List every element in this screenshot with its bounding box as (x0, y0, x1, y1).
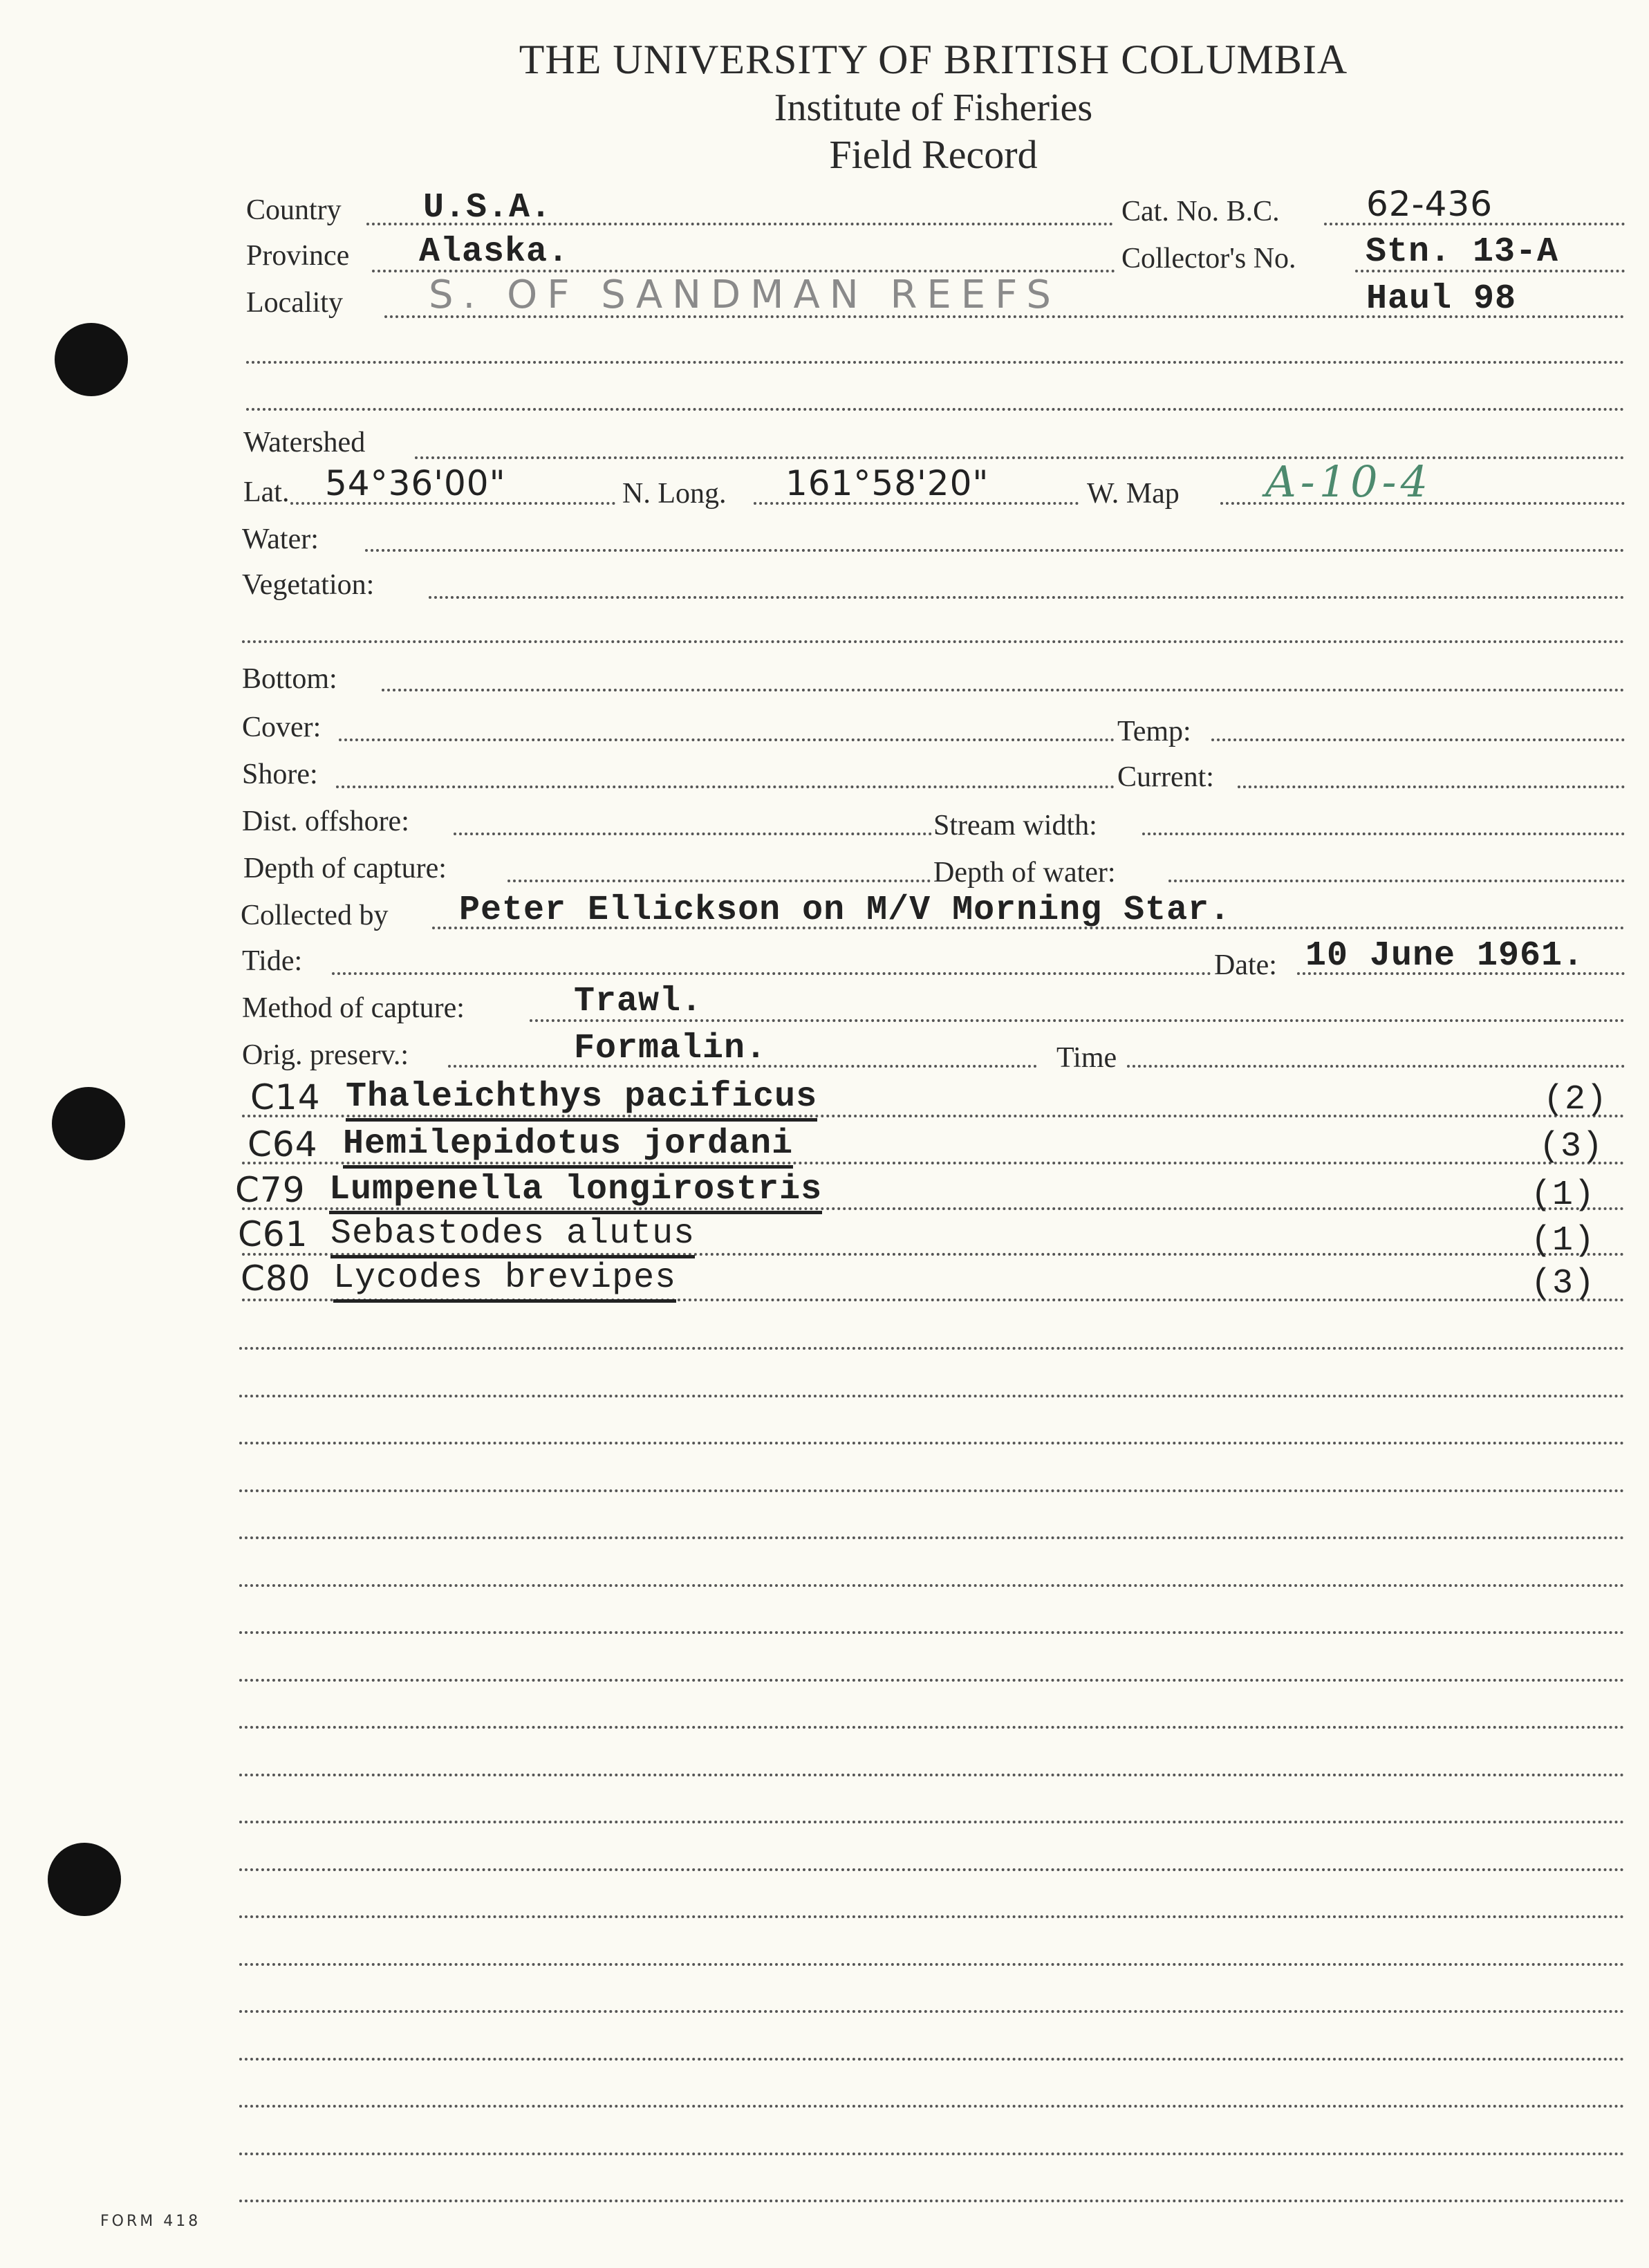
species-count: (2) (1543, 1080, 1608, 1119)
cover-line (339, 738, 1115, 741)
species-count: (1) (1531, 1175, 1596, 1215)
country-value: U.S.A. (423, 188, 552, 227)
temp-label: Temp: (1117, 716, 1191, 747)
current-line (1238, 786, 1625, 788)
tide-line (332, 972, 1211, 975)
stream-width-line (1142, 833, 1625, 835)
species-count: (1) (1531, 1221, 1596, 1261)
blank-line (246, 361, 1625, 364)
collected-by-label: Collected by (241, 900, 389, 931)
blank-ruled-line (239, 2105, 1625, 2108)
university-title: THE UNIVERSITY OF BRITISH COLUMBIA (519, 37, 1348, 82)
time-line (1127, 1065, 1625, 1068)
cat-no-label: Cat. No. B.C. (1121, 196, 1280, 227)
blank-ruled-line (239, 1915, 1625, 1918)
species-code: C14 (250, 1077, 321, 1117)
blank-line (246, 408, 1625, 411)
species-code: C79 (235, 1170, 306, 1210)
bottom-label: Bottom: (242, 663, 337, 695)
species-count: (3) (1539, 1127, 1604, 1166)
stream-width-label: Stream width: (933, 810, 1097, 842)
temp-line (1211, 738, 1625, 741)
bottom-line (382, 689, 1625, 691)
record-title: Field Record (829, 132, 1038, 177)
locality-label: Locality (246, 287, 343, 319)
blank-ruled-line (239, 1584, 1625, 1587)
lat-value: 54°36'00" (325, 463, 506, 503)
species-code: C80 (241, 1258, 311, 1299)
blank-ruled-line (239, 1442, 1625, 1444)
blank-ruled-line (239, 1395, 1625, 1397)
tide-label: Tide: (242, 945, 303, 977)
dist-offshore-line (454, 833, 932, 835)
locality-value: S. OF SANDMAN REEFS (429, 272, 1061, 317)
cat-no-value: 62-436 (1366, 184, 1493, 224)
blank-ruled-line (239, 1679, 1625, 1682)
long-value: 161°58'20" (785, 463, 989, 503)
method-value: Trawl. (574, 982, 703, 1021)
species-code: C61 (238, 1214, 308, 1254)
date-label: Date: (1214, 949, 1277, 981)
depth-capture-line (507, 880, 931, 882)
country-label: Country (246, 194, 342, 226)
haul-value: Haul 98 (1366, 279, 1517, 319)
watershed-line (415, 456, 1625, 459)
blank-ruled-line (239, 1963, 1625, 1966)
w-map-label: W. Map (1087, 478, 1180, 510)
punch-hole-middle (52, 1087, 125, 1160)
vegetation-label: Vegetation: (242, 569, 375, 601)
blank-ruled-line (239, 1489, 1625, 1492)
species-count: (3) (1531, 1264, 1596, 1303)
blank-ruled-line (239, 1774, 1625, 1776)
watershed-label: Watershed (243, 427, 366, 458)
date-value: 10 June 1961. (1305, 936, 1585, 976)
dist-offshore-label: Dist. offshore: (242, 806, 409, 837)
map-value: A-10-4 (1265, 456, 1433, 507)
collector-no-label: Collector's No. (1121, 243, 1296, 275)
species-code: C64 (248, 1124, 318, 1164)
blank-ruled-line (239, 1631, 1625, 1634)
province-value: Alaska. (419, 232, 570, 272)
blank-ruled-line (239, 1347, 1625, 1350)
blank-ruled-line (239, 1536, 1625, 1539)
punch-hole-top (55, 323, 128, 396)
blank-ruled-line (239, 2058, 1625, 2061)
collected-by-value: Peter Ellickson on M/V Morning Star. (459, 891, 1231, 930)
method-label: Method of capture: (242, 992, 465, 1024)
blank-ruled-line (239, 1726, 1625, 1729)
blank-ruled-line (239, 2010, 1625, 2013)
water-label: Water: (242, 523, 319, 555)
vegetation-line (429, 596, 1625, 599)
blank-ruled-line (239, 1868, 1625, 1871)
institute-title: Institute of Fisheries (774, 86, 1093, 129)
species-name: Sebastodes alutus (330, 1214, 695, 1258)
species-name: Thaleichthys pacificus (346, 1077, 817, 1122)
shore-line (336, 786, 1115, 788)
n-long-label: N. Long. (622, 478, 727, 510)
blank-ruled-line (239, 2200, 1625, 2202)
lat-label: Lat. (243, 476, 290, 508)
depth-capture-label: Depth of capture: (243, 853, 447, 884)
depth-water-line (1168, 880, 1625, 882)
blank-ruled-line (239, 2153, 1625, 2155)
depth-water-label: Depth of water: (933, 857, 1116, 889)
species-name: Hemilepidotus jordani (343, 1124, 793, 1169)
punch-hole-bottom (48, 1843, 121, 1916)
current-label: Current: (1117, 761, 1214, 793)
province-label: Province (246, 240, 350, 272)
orig-preserv-label: Orig. preserv.: (242, 1039, 409, 1071)
cover-label: Cover: (242, 712, 322, 743)
time-label: Time (1056, 1042, 1117, 1074)
water-line (365, 549, 1625, 552)
form-number: FORM 418 (100, 2213, 201, 2230)
species-name: Lycodes brevipes (333, 1258, 676, 1303)
species-name: Lumpenella longirostris (329, 1170, 822, 1214)
blank-line (242, 640, 1625, 643)
shore-label: Shore: (242, 759, 318, 790)
collector-no-value: Stn. 13-A (1366, 232, 1559, 272)
orig-preserv-value: Formalin. (574, 1029, 767, 1068)
blank-ruled-line (239, 1821, 1625, 1823)
